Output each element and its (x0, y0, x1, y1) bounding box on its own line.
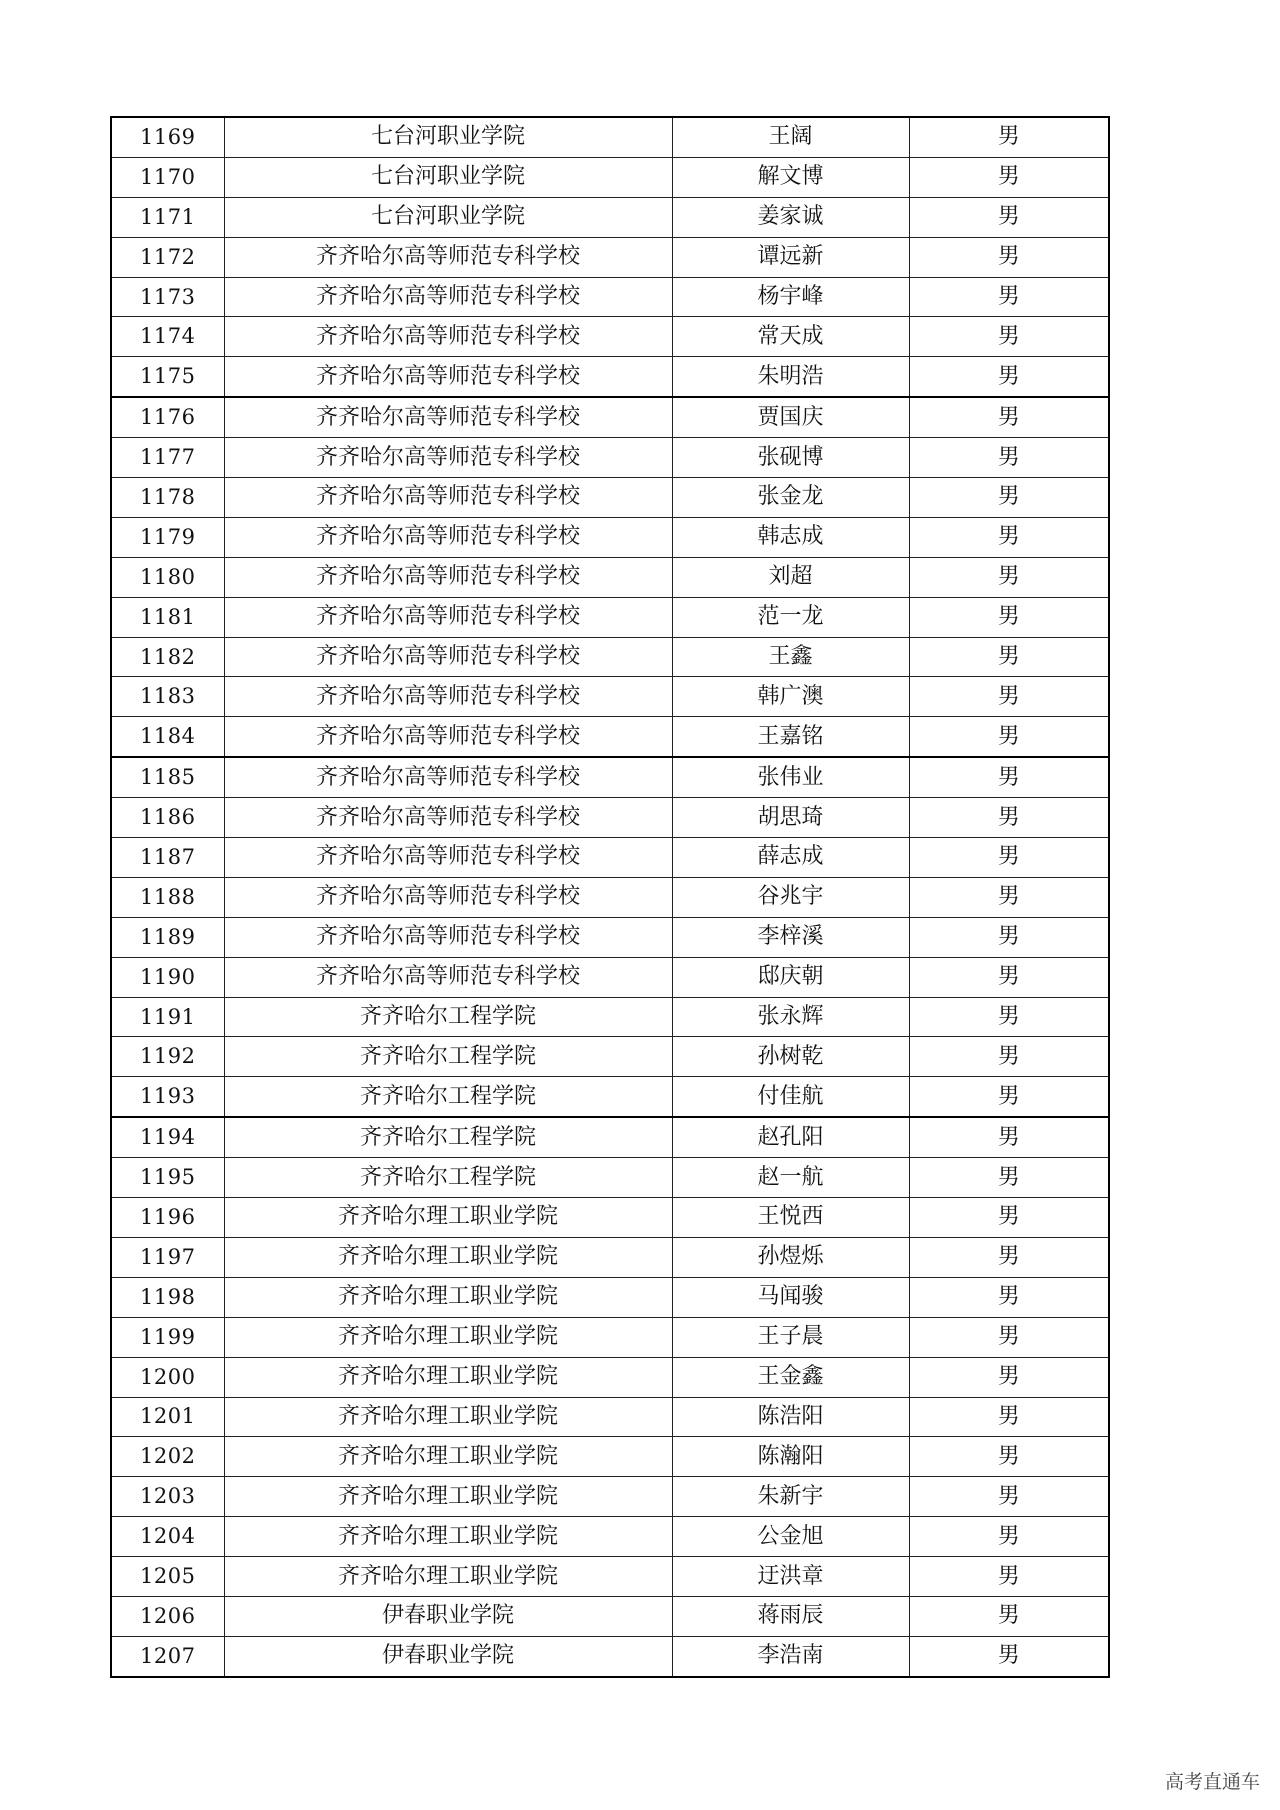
student-name-cell: 张金龙 (672, 478, 909, 518)
row-number-cell: 1206 (111, 1596, 224, 1636)
table-row (111, 1117, 1109, 1157)
gender-cell: 男 (909, 1397, 1109, 1437)
school-name-cell: 齐齐哈尔高等师范专科学校 (224, 317, 672, 357)
school-name-cell: 伊春职业学院 (224, 1596, 672, 1636)
student-name-cell: 范一龙 (672, 597, 909, 637)
student-name-cell: 孙树乾 (672, 1037, 909, 1077)
student-name-cell: 陈瀚阳 (672, 1437, 909, 1477)
table-row (111, 1317, 1109, 1357)
row-number-cell: 1181 (111, 597, 224, 637)
student-name-cell: 孙煜烁 (672, 1237, 909, 1277)
student-name-cell: 常天成 (672, 317, 909, 357)
row-number-cell: 1194 (111, 1117, 224, 1157)
row-number-cell: 1172 (111, 237, 224, 277)
gender-cell: 男 (909, 997, 1109, 1037)
school-name-cell: 齐齐哈尔高等师范专科学校 (224, 838, 672, 878)
gender-cell: 男 (909, 1477, 1109, 1517)
student-name-cell: 公金旭 (672, 1517, 909, 1557)
table-row (111, 237, 1109, 277)
table-row (111, 517, 1109, 557)
table-row (111, 1557, 1109, 1597)
school-name-cell: 齐齐哈尔工程学院 (224, 1117, 672, 1157)
school-name-cell: 齐齐哈尔工程学院 (224, 1077, 672, 1117)
row-number-cell: 1196 (111, 1198, 224, 1238)
student-name-cell: 解文博 (672, 157, 909, 197)
student-name-cell: 赵孔阳 (672, 1117, 909, 1157)
row-number-cell: 1170 (111, 157, 224, 197)
school-name-cell: 齐齐哈尔高等师范专科学校 (224, 277, 672, 317)
row-number-cell: 1199 (111, 1317, 224, 1357)
student-name-cell: 马闻骏 (672, 1277, 909, 1317)
school-name-cell: 齐齐哈尔高等师范专科学校 (224, 557, 672, 597)
school-name-cell: 齐齐哈尔理工职业学院 (224, 1477, 672, 1517)
gender-cell: 男 (909, 317, 1109, 357)
student-name-cell: 朱新宇 (672, 1477, 909, 1517)
gender-cell: 男 (909, 1037, 1109, 1077)
row-number-cell: 1193 (111, 1077, 224, 1117)
gender-cell: 男 (909, 717, 1109, 757)
watermark-text: 高考直通车 (1164, 1771, 1260, 1793)
student-name-cell: 王悦西 (672, 1198, 909, 1238)
school-name-cell: 齐齐哈尔理工职业学院 (224, 1198, 672, 1238)
gender-cell: 男 (909, 917, 1109, 957)
school-name-cell: 伊春职业学院 (224, 1636, 672, 1676)
gender-cell: 男 (909, 877, 1109, 917)
row-number-cell: 1191 (111, 997, 224, 1037)
student-name-cell: 薛志成 (672, 838, 909, 878)
gender-cell: 男 (909, 157, 1109, 197)
gender-cell: 男 (909, 557, 1109, 597)
gender-cell: 男 (909, 1277, 1109, 1317)
school-name-cell: 齐齐哈尔高等师范专科学校 (224, 637, 672, 677)
row-number-cell: 1198 (111, 1277, 224, 1317)
row-number-cell: 1179 (111, 517, 224, 557)
row-number-cell: 1203 (111, 1477, 224, 1517)
gender-cell: 男 (909, 357, 1109, 397)
table-row (111, 877, 1109, 917)
school-name-cell: 齐齐哈尔高等师范专科学校 (224, 397, 672, 437)
table-row (111, 1636, 1109, 1676)
gender-cell: 男 (909, 1158, 1109, 1198)
row-number-cell: 1178 (111, 478, 224, 518)
school-name-cell: 齐齐哈尔理工职业学院 (224, 1357, 672, 1397)
row-number-cell: 1183 (111, 677, 224, 717)
school-name-cell: 齐齐哈尔工程学院 (224, 1158, 672, 1198)
school-name-cell: 齐齐哈尔理工职业学院 (224, 1517, 672, 1557)
student-name-cell: 迂洪章 (672, 1557, 909, 1597)
school-name-cell: 齐齐哈尔工程学院 (224, 1037, 672, 1077)
school-name-cell: 齐齐哈尔高等师范专科学校 (224, 757, 672, 797)
gender-cell: 男 (909, 1357, 1109, 1397)
table-row (111, 157, 1109, 197)
student-name-cell: 谭远新 (672, 237, 909, 277)
row-number-cell: 1186 (111, 798, 224, 838)
school-name-cell: 七台河职业学院 (224, 157, 672, 197)
row-number-cell: 1174 (111, 317, 224, 357)
row-number-cell: 1180 (111, 557, 224, 597)
table-row (111, 597, 1109, 637)
row-number-cell: 1197 (111, 1237, 224, 1277)
school-name-cell: 齐齐哈尔高等师范专科学校 (224, 717, 672, 757)
table-row (111, 1237, 1109, 1277)
table-row (111, 1517, 1109, 1557)
school-name-cell: 齐齐哈尔工程学院 (224, 997, 672, 1037)
student-name-cell: 胡思琦 (672, 798, 909, 838)
table-row (111, 1198, 1109, 1238)
row-number-cell: 1189 (111, 917, 224, 957)
student-name-cell: 谷兆宇 (672, 877, 909, 917)
school-name-cell: 齐齐哈尔高等师范专科学校 (224, 957, 672, 997)
gender-cell: 男 (909, 197, 1109, 237)
student-name-cell: 朱明浩 (672, 357, 909, 397)
table-row (111, 757, 1109, 797)
school-name-cell: 齐齐哈尔高等师范专科学校 (224, 357, 672, 397)
school-name-cell: 七台河职业学院 (224, 197, 672, 237)
row-number-cell: 1182 (111, 637, 224, 677)
school-name-cell: 齐齐哈尔理工职业学院 (224, 1237, 672, 1277)
table-row (111, 277, 1109, 317)
gender-cell: 男 (909, 757, 1109, 797)
gender-cell: 男 (909, 277, 1109, 317)
row-number-cell: 1185 (111, 757, 224, 797)
student-name-cell: 贾国庆 (672, 397, 909, 437)
student-name-cell: 付佳航 (672, 1077, 909, 1117)
row-number-cell: 1169 (111, 117, 224, 157)
row-number-cell: 1207 (111, 1636, 224, 1676)
table-row (111, 1077, 1109, 1117)
gender-cell: 男 (909, 517, 1109, 557)
gender-cell: 男 (909, 1557, 1109, 1597)
student-name-cell: 王鑫 (672, 637, 909, 677)
gender-cell: 男 (909, 838, 1109, 878)
school-name-cell: 齐齐哈尔理工职业学院 (224, 1437, 672, 1477)
gender-cell: 男 (909, 677, 1109, 717)
table-row (111, 438, 1109, 478)
row-number-cell: 1175 (111, 357, 224, 397)
row-number-cell: 1177 (111, 438, 224, 478)
student-name-cell: 韩广澳 (672, 677, 909, 717)
row-number-cell: 1202 (111, 1437, 224, 1477)
table-row (111, 798, 1109, 838)
table-row (111, 637, 1109, 677)
student-name-cell: 赵一航 (672, 1158, 909, 1198)
gender-cell: 男 (909, 1317, 1109, 1357)
school-name-cell: 齐齐哈尔高等师范专科学校 (224, 917, 672, 957)
table-row (111, 1158, 1109, 1198)
table-row (111, 1037, 1109, 1077)
table-row (111, 997, 1109, 1037)
school-name-cell: 齐齐哈尔理工职业学院 (224, 1277, 672, 1317)
school-name-cell: 齐齐哈尔理工职业学院 (224, 1397, 672, 1437)
table-row (111, 1277, 1109, 1317)
table-row (111, 478, 1109, 518)
school-name-cell: 齐齐哈尔理工职业学院 (224, 1557, 672, 1597)
student-name-cell: 王子晨 (672, 1317, 909, 1357)
gender-cell: 男 (909, 1437, 1109, 1477)
roster-table-body (111, 117, 1109, 1677)
row-number-cell: 1190 (111, 957, 224, 997)
table-row (111, 838, 1109, 878)
school-name-cell: 齐齐哈尔高等师范专科学校 (224, 597, 672, 637)
student-name-cell: 张伟业 (672, 757, 909, 797)
school-name-cell: 齐齐哈尔高等师范专科学校 (224, 478, 672, 518)
table-row (111, 117, 1109, 157)
school-name-cell: 齐齐哈尔理工职业学院 (224, 1317, 672, 1357)
row-number-cell: 1204 (111, 1517, 224, 1557)
student-name-cell: 蒋雨辰 (672, 1596, 909, 1636)
row-number-cell: 1188 (111, 877, 224, 917)
gender-cell: 男 (909, 1517, 1109, 1557)
roster-table (110, 116, 1110, 1678)
gender-cell: 男 (909, 597, 1109, 637)
row-number-cell: 1195 (111, 1158, 224, 1198)
student-name-cell: 姜家诚 (672, 197, 909, 237)
student-name-cell: 杨宇峰 (672, 277, 909, 317)
gender-cell: 男 (909, 637, 1109, 677)
school-name-cell: 齐齐哈尔高等师范专科学校 (224, 798, 672, 838)
gender-cell: 男 (909, 237, 1109, 277)
gender-cell: 男 (909, 1198, 1109, 1238)
row-number-cell: 1176 (111, 397, 224, 437)
table-row (111, 1437, 1109, 1477)
table-row (111, 397, 1109, 437)
table-row (111, 557, 1109, 597)
row-number-cell: 1201 (111, 1397, 224, 1437)
table-row (111, 717, 1109, 757)
table-row (111, 957, 1109, 997)
gender-cell: 男 (909, 117, 1109, 157)
gender-cell: 男 (909, 1117, 1109, 1157)
table-row (111, 1596, 1109, 1636)
student-name-cell: 陈浩阳 (672, 1397, 909, 1437)
gender-cell: 男 (909, 1636, 1109, 1676)
row-number-cell: 1187 (111, 838, 224, 878)
gender-cell: 男 (909, 438, 1109, 478)
school-name-cell: 齐齐哈尔高等师范专科学校 (224, 677, 672, 717)
row-number-cell: 1192 (111, 1037, 224, 1077)
school-name-cell: 七台河职业学院 (224, 117, 672, 157)
student-name-cell: 韩志成 (672, 517, 909, 557)
gender-cell: 男 (909, 1237, 1109, 1277)
student-name-cell: 李浩南 (672, 1636, 909, 1676)
student-name-cell: 王阔 (672, 117, 909, 157)
student-name-cell: 张砚博 (672, 438, 909, 478)
row-number-cell: 1200 (111, 1357, 224, 1397)
table-row (111, 917, 1109, 957)
gender-cell: 男 (909, 397, 1109, 437)
table-row (111, 197, 1109, 237)
gender-cell: 男 (909, 1077, 1109, 1117)
gender-cell: 男 (909, 957, 1109, 997)
table-row (111, 317, 1109, 357)
table-row (111, 1397, 1109, 1437)
gender-cell: 男 (909, 478, 1109, 518)
student-name-cell: 李梓溪 (672, 917, 909, 957)
row-number-cell: 1184 (111, 717, 224, 757)
table-row (111, 1477, 1109, 1517)
row-number-cell: 1205 (111, 1557, 224, 1597)
school-name-cell: 齐齐哈尔高等师范专科学校 (224, 438, 672, 478)
student-name-cell: 邸庆朝 (672, 957, 909, 997)
table-row (111, 357, 1109, 397)
school-name-cell: 齐齐哈尔高等师范专科学校 (224, 517, 672, 557)
school-name-cell: 齐齐哈尔高等师范专科学校 (224, 237, 672, 277)
student-name-cell: 张永辉 (672, 997, 909, 1037)
row-number-cell: 1171 (111, 197, 224, 237)
student-name-cell: 刘超 (672, 557, 909, 597)
row-number-cell: 1173 (111, 277, 224, 317)
gender-cell: 男 (909, 798, 1109, 838)
gender-cell: 男 (909, 1596, 1109, 1636)
student-name-cell: 王金鑫 (672, 1357, 909, 1397)
school-name-cell: 齐齐哈尔高等师范专科学校 (224, 877, 672, 917)
table-row (111, 677, 1109, 717)
table-row (111, 1357, 1109, 1397)
student-name-cell: 王嘉铭 (672, 717, 909, 757)
